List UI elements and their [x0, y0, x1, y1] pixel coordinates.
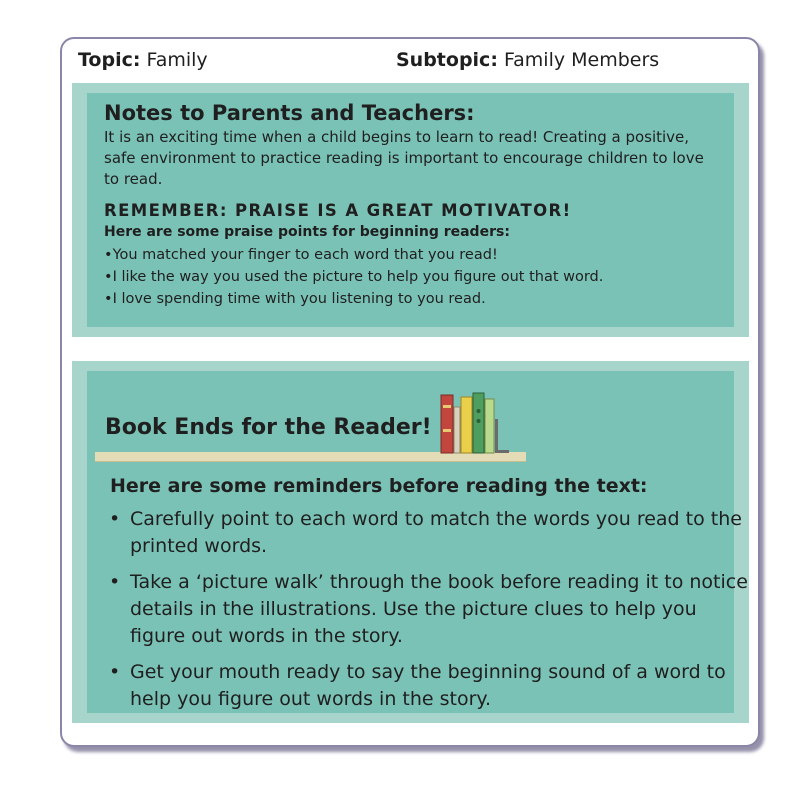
subtopic-label: Subtopic:: [396, 49, 498, 71]
notes-body: It is an exciting time when a child begins to learn to read! Creating a positive, safe environment to practice reading is important to encourage children to love to read.: [104, 128, 704, 188]
book-ends-banner: [95, 389, 535, 469]
subtopic-value: Family Members: [503, 49, 660, 71]
praise-point: • I love spending time with you listening to you read.: [104, 288, 716, 310]
praise-point: • I like the way you used the picture to help you figure out that word.: [104, 266, 716, 288]
books-on-shelf-icon: [432, 389, 532, 455]
reminder-item: • Take a ‘picture walk’ through the book before reading it to notice details in the illustrations. Use the picture clues to help you figure out words in the story.: [109, 569, 749, 650]
worksheet-card: [60, 37, 760, 747]
book-ends-panel: [72, 361, 749, 723]
book-ends-title: Book Ends for the Reader!: [105, 415, 432, 440]
notes-panel: [72, 83, 749, 337]
book-ends-panel-inner: [87, 371, 748, 713]
reminder-item: • Get your mouth ready to say the beginning sound of a word to help you figure out words in the story.: [109, 659, 749, 713]
notes-panel-inner: [87, 93, 734, 327]
praise-intro: Here are some praise points for beginning readers:: [104, 224, 510, 240]
subtopic: [396, 49, 659, 71]
notes-title: Notes to Parents and Teachers:: [104, 101, 475, 125]
reminder-item: • Carefully point to each word to match the words you read to the printed words.: [109, 506, 749, 560]
reminders-list: [109, 506, 749, 722]
reminders-heading: Here are some reminders before reading the text:: [110, 475, 648, 497]
topic: [78, 49, 208, 71]
topic-label: Topic:: [78, 49, 141, 71]
topic-row: [78, 49, 748, 77]
remember-heading: REMEMBER: PRAISE IS A GREAT MOTIVATOR!: [104, 201, 572, 220]
topic-value: Family: [146, 49, 208, 71]
praise-point: • You matched your finger to each word that you read!: [104, 244, 716, 266]
praise-list: [104, 244, 716, 310]
